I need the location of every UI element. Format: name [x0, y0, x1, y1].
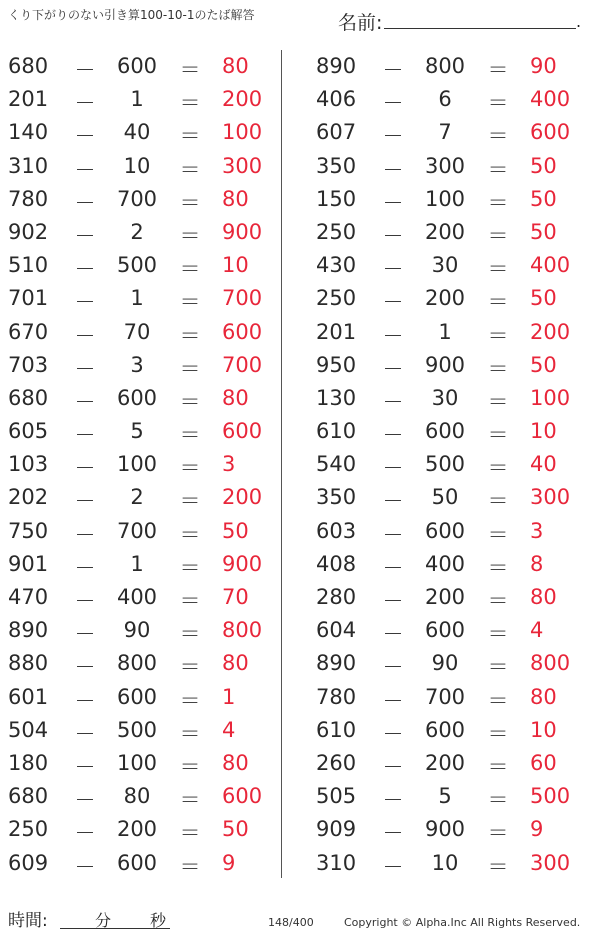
subtrahend: 400: [424, 551, 466, 576]
minus-sign: －: [74, 589, 96, 613]
equals-sign: ＝: [487, 456, 509, 481]
minuend: 680: [8, 784, 49, 809]
subtrahend: 300: [424, 153, 466, 178]
answer: 100: [222, 120, 263, 145]
subtrahend: 700: [116, 186, 158, 211]
minuend: 250: [8, 817, 49, 842]
equals-sign: ＝: [487, 589, 509, 613]
answer: 80: [530, 585, 557, 609]
minuend: 310: [8, 153, 49, 178]
minus-sign: －: [382, 91, 404, 116]
subtrahend: 5: [438, 784, 452, 809]
equals-sign: ＝: [179, 423, 201, 448]
minuend: 609: [8, 850, 49, 875]
answer: 300: [530, 485, 571, 510]
answer: 800: [530, 651, 571, 676]
minus-sign: －: [74, 456, 96, 481]
minuend: 750: [8, 518, 49, 543]
equals-sign: ＝: [179, 854, 201, 879]
answer: 70: [222, 585, 249, 609]
subtrahend: 1: [130, 551, 144, 576]
minus-sign: －: [382, 124, 404, 149]
equals-sign: ＝: [487, 290, 509, 315]
equals-sign: ＝: [179, 821, 201, 846]
minus-sign: －: [382, 788, 404, 813]
minus-sign: －: [74, 423, 96, 448]
equals-sign: ＝: [487, 423, 509, 448]
answer: 800: [222, 618, 263, 643]
minuend: 504: [8, 717, 49, 742]
equals-sign: ＝: [179, 721, 201, 746]
minuend: 202: [8, 485, 49, 510]
equals-sign: ＝: [487, 555, 509, 580]
equals-sign: ＝: [179, 190, 201, 215]
minus-sign: －: [74, 622, 96, 647]
equals-sign: ＝: [487, 190, 509, 215]
minus-sign: －: [382, 456, 404, 481]
minus-sign: －: [74, 223, 96, 248]
equals-sign: ＝: [487, 257, 509, 282]
minuend: 901: [8, 551, 49, 576]
answer: 600: [530, 120, 571, 145]
name-field-dot: .: [576, 12, 582, 31]
equals-sign: ＝: [487, 389, 509, 414]
minus-sign: －: [382, 589, 404, 613]
subtrahend: 1: [438, 319, 452, 344]
minus-sign: －: [382, 290, 404, 315]
minuend: 603: [316, 518, 357, 543]
minuend: 250: [316, 286, 357, 311]
minus-sign: －: [382, 555, 404, 580]
minuend: 890: [316, 54, 357, 78]
seconds-label: 秒: [150, 911, 167, 930]
subtrahend: 2: [130, 485, 144, 510]
subtrahend: 500: [116, 253, 158, 278]
equals-sign: ＝: [487, 688, 509, 713]
minuend: 890: [8, 618, 49, 643]
equals-sign: ＝: [487, 489, 509, 514]
equals-sign: ＝: [179, 522, 201, 547]
answer: 600: [222, 419, 263, 444]
minuend: 260: [316, 750, 357, 775]
subtrahend: 700: [424, 684, 466, 709]
minus-sign: －: [74, 58, 96, 82]
minuend: 701: [8, 286, 49, 311]
equals-sign: ＝: [487, 91, 509, 116]
equals-sign: ＝: [179, 290, 201, 315]
answer: 50: [530, 352, 557, 377]
equals-sign: ＝: [179, 389, 201, 414]
answer: 50: [222, 817, 249, 842]
answer: 80: [222, 651, 249, 676]
column-divider: [281, 50, 282, 878]
minuend: 610: [316, 419, 357, 444]
answer: 50: [530, 153, 557, 178]
subtrahend: 5: [130, 419, 144, 444]
minus-sign: －: [382, 356, 404, 381]
subtrahend: 40: [123, 120, 151, 145]
name-field-line: [384, 28, 576, 29]
subtrahend: 600: [116, 684, 158, 709]
answer: 700: [222, 352, 263, 377]
equals-sign: ＝: [487, 721, 509, 746]
subtrahend: 90: [123, 618, 151, 643]
minutes-label: 分: [95, 911, 112, 930]
subtrahend: 200: [424, 286, 466, 311]
equals-sign: ＝: [487, 854, 509, 879]
minuend: 130: [316, 385, 357, 410]
minus-sign: －: [74, 257, 96, 282]
subtrahend: 30: [431, 253, 459, 278]
minuend: 470: [8, 585, 49, 609]
answer: 4: [530, 618, 544, 643]
time-label: 時間:: [8, 911, 48, 931]
minus-sign: －: [382, 257, 404, 282]
subtrahend: 6: [438, 87, 452, 112]
minuend: 610: [316, 717, 357, 742]
worksheet-title: くり下がりのない引き算100-10-1のたば解答: [8, 8, 255, 22]
subtrahend: 800: [424, 54, 466, 78]
answer: 500: [530, 784, 571, 809]
equals-sign: ＝: [179, 58, 201, 82]
equals-sign: ＝: [487, 323, 509, 348]
subtrahend: 80: [123, 784, 151, 809]
answer: 1: [222, 684, 236, 709]
answer: 80: [222, 385, 249, 410]
subtrahend: 500: [424, 452, 466, 477]
answer: 700: [222, 286, 263, 311]
equals-sign: ＝: [179, 655, 201, 680]
answer: 90: [530, 54, 557, 78]
answer: 900: [222, 551, 263, 576]
subtrahend: 50: [431, 485, 459, 510]
answer: 10: [530, 419, 557, 444]
subtrahend: 1: [130, 87, 144, 112]
minus-sign: －: [74, 356, 96, 381]
subtrahend: 10: [431, 850, 459, 875]
subtrahend: 100: [116, 452, 158, 477]
equals-sign: ＝: [179, 688, 201, 713]
equals-sign: ＝: [487, 124, 509, 149]
equals-sign: ＝: [179, 157, 201, 182]
page-number: 148/400: [268, 916, 314, 929]
answer: 10: [530, 717, 557, 742]
minus-sign: －: [74, 522, 96, 547]
answer: 3: [530, 518, 544, 543]
answer: 600: [222, 784, 263, 809]
equals-sign: ＝: [487, 754, 509, 779]
minuend: 201: [8, 87, 49, 112]
minuend: 670: [8, 319, 49, 344]
subtrahend: 100: [424, 186, 466, 211]
answer: 300: [222, 153, 263, 178]
minuend: 902: [8, 219, 49, 244]
minuend: 350: [316, 153, 357, 178]
minuend: 540: [316, 452, 357, 477]
equals-sign: ＝: [487, 622, 509, 647]
subtrahend: 600: [116, 54, 158, 78]
subtrahend: 200: [424, 219, 466, 244]
subtrahend: 800: [116, 651, 158, 676]
minus-sign: －: [382, 489, 404, 514]
minus-sign: －: [74, 655, 96, 680]
equals-sign: ＝: [179, 589, 201, 613]
answer: 80: [222, 54, 249, 78]
minus-sign: －: [382, 423, 404, 448]
minus-sign: －: [74, 854, 96, 879]
equals-sign: ＝: [179, 223, 201, 248]
answer: 300: [530, 850, 571, 875]
subtrahend: 70: [123, 319, 151, 344]
minuend: 430: [316, 253, 357, 278]
minuend: 680: [8, 385, 49, 410]
minuend: 780: [316, 684, 357, 709]
minuend: 310: [316, 850, 357, 875]
answer: 3: [222, 452, 236, 477]
minus-sign: －: [382, 323, 404, 348]
minuend: 350: [316, 485, 357, 510]
minuend: 950: [316, 352, 357, 377]
answer: 40: [530, 452, 557, 477]
minuend: 607: [316, 120, 357, 145]
equals-sign: ＝: [179, 555, 201, 580]
minus-sign: －: [382, 655, 404, 680]
minuend: 406: [316, 87, 357, 112]
minus-sign: －: [382, 389, 404, 414]
subtrahend: 500: [116, 717, 158, 742]
minus-sign: －: [74, 721, 96, 746]
answer: 50: [530, 219, 557, 244]
minus-sign: －: [74, 688, 96, 713]
answer: 4: [222, 717, 236, 742]
minus-sign: －: [382, 157, 404, 182]
answer: 50: [530, 186, 557, 211]
answer: 80: [530, 684, 557, 709]
equals-sign: ＝: [179, 323, 201, 348]
equals-sign: ＝: [179, 91, 201, 116]
subtrahend: 600: [424, 518, 466, 543]
equals-sign: ＝: [487, 655, 509, 680]
answer: 9: [222, 850, 236, 875]
answer: 400: [530, 87, 571, 112]
copyright-notice: Copyright © Alpha.Inc All Rights Reserved.: [344, 916, 581, 929]
subtrahend: 100: [116, 750, 158, 775]
minuend: 605: [8, 419, 49, 444]
answer: 200: [222, 87, 263, 112]
equals-sign: ＝: [487, 788, 509, 813]
minus-sign: －: [74, 821, 96, 846]
minuend: 140: [8, 120, 49, 145]
minus-sign: －: [382, 622, 404, 647]
subtrahend: 10: [123, 153, 151, 178]
minus-sign: －: [382, 721, 404, 746]
minus-sign: －: [74, 91, 96, 116]
equals-sign: ＝: [179, 124, 201, 149]
equals-sign: ＝: [179, 257, 201, 282]
subtrahend: 200: [424, 585, 466, 609]
answer: 10: [222, 253, 249, 278]
answer: 8: [530, 551, 544, 576]
answer: 600: [222, 319, 263, 344]
subtrahend: 3: [130, 352, 144, 377]
minuend: 408: [316, 551, 357, 576]
minuend: 703: [8, 352, 49, 377]
equals-sign: ＝: [179, 754, 201, 779]
minus-sign: －: [74, 157, 96, 182]
subtrahend: 1: [130, 286, 144, 311]
subtrahend: 600: [424, 419, 466, 444]
minuend: 150: [316, 186, 357, 211]
subtrahend: 7: [438, 120, 452, 145]
answer: 900: [222, 219, 263, 244]
equals-sign: ＝: [487, 58, 509, 82]
minus-sign: －: [382, 190, 404, 215]
answer: 9: [530, 817, 544, 842]
answer: 50: [530, 286, 557, 311]
subtrahend: 30: [431, 385, 459, 410]
minus-sign: －: [74, 555, 96, 580]
equals-sign: ＝: [487, 157, 509, 182]
minuend: 601: [8, 684, 49, 709]
subtrahend: 600: [116, 385, 158, 410]
equals-sign: ＝: [487, 356, 509, 381]
subtrahend: 900: [424, 817, 466, 842]
minuend: 280: [316, 585, 357, 609]
subtrahend: 700: [116, 518, 158, 543]
minus-sign: －: [74, 190, 96, 215]
minus-sign: －: [74, 754, 96, 779]
answer: 200: [530, 319, 571, 344]
equals-sign: ＝: [179, 489, 201, 514]
minuend: 909: [316, 817, 357, 842]
minus-sign: －: [74, 489, 96, 514]
answer: 50: [222, 518, 249, 543]
minuend: 180: [8, 750, 49, 775]
minuend: 250: [316, 219, 357, 244]
subtrahend: 600: [116, 850, 158, 875]
subtrahend: 200: [116, 817, 158, 842]
subtrahend: 400: [116, 585, 158, 609]
subtrahend: 90: [431, 651, 459, 676]
minuend: 103: [8, 452, 49, 477]
equals-sign: ＝: [179, 456, 201, 481]
minuend: 890: [316, 651, 357, 676]
minuend: 201: [316, 319, 357, 344]
name-label: 名前:: [338, 12, 383, 34]
answer: 200: [222, 485, 263, 510]
answer: 400: [530, 253, 571, 278]
minuend: 505: [316, 784, 357, 809]
minuend: 880: [8, 651, 49, 676]
minuend: 510: [8, 253, 49, 278]
minus-sign: －: [74, 389, 96, 414]
minus-sign: －: [382, 522, 404, 547]
minus-sign: －: [382, 754, 404, 779]
subtrahend: 600: [424, 717, 466, 742]
minus-sign: －: [74, 124, 96, 149]
answer: 80: [222, 186, 249, 211]
equals-sign: ＝: [179, 622, 201, 647]
minus-sign: －: [74, 788, 96, 813]
minus-sign: －: [382, 854, 404, 879]
subtrahend: 200: [424, 750, 466, 775]
minus-sign: －: [382, 688, 404, 713]
answer: 100: [530, 385, 571, 410]
minus-sign: －: [74, 290, 96, 315]
subtrahend: 900: [424, 352, 466, 377]
minuend: 604: [316, 618, 357, 643]
minus-sign: －: [382, 58, 404, 82]
subtrahend: 600: [424, 618, 466, 643]
minus-sign: －: [382, 821, 404, 846]
answer: 60: [530, 750, 557, 775]
minuend: 780: [8, 186, 49, 211]
minus-sign: －: [382, 223, 404, 248]
minus-sign: －: [74, 323, 96, 348]
subtrahend: 2: [130, 219, 144, 244]
minuend: 680: [8, 54, 49, 78]
equals-sign: ＝: [487, 821, 509, 846]
equals-sign: ＝: [487, 223, 509, 248]
equals-sign: ＝: [179, 788, 201, 813]
equals-sign: ＝: [179, 356, 201, 381]
equals-sign: ＝: [487, 522, 509, 547]
answer: 80: [222, 750, 249, 775]
